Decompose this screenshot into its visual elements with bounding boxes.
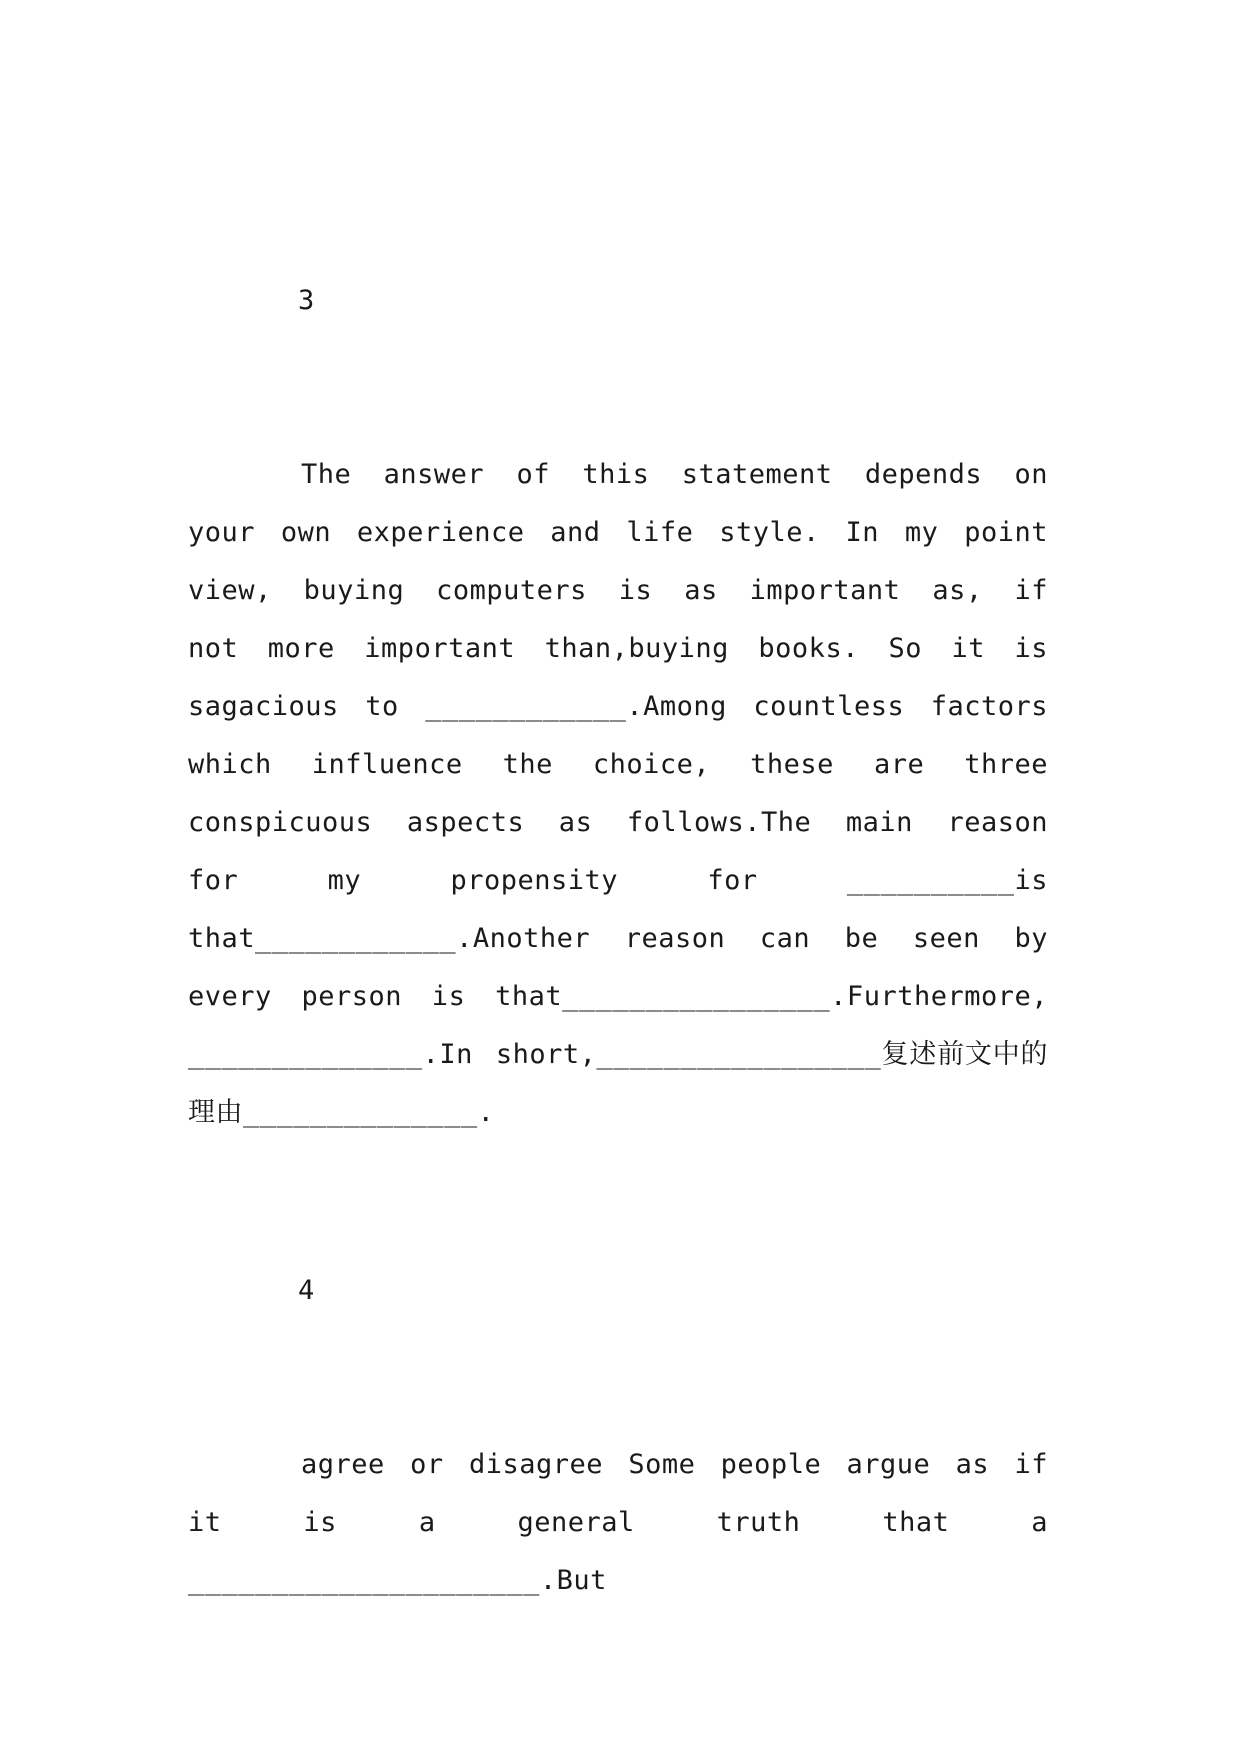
essay-paragraph: agree or disagree Some people argue as if it is a general truth that a _____________________.But — [188, 1449, 1048, 1596]
section-number: 3 — [298, 285, 315, 316]
section-number: 4 — [298, 1275, 315, 1306]
essay-paragraph: The answer of this statement depends on your own experience and life style. In my point view, buying computers is as important as, if not more important than,buying books. So it is sagacious to ____________.Among countless factors which influence the choice, these are three conspicuous aspects as follows.The main reason for my propensity for __________is that____________.Another reason can be seen by every person is that________________.Furthermore, ______________.In short,_________________复述前文中的理由______________. — [188, 459, 1048, 1128]
